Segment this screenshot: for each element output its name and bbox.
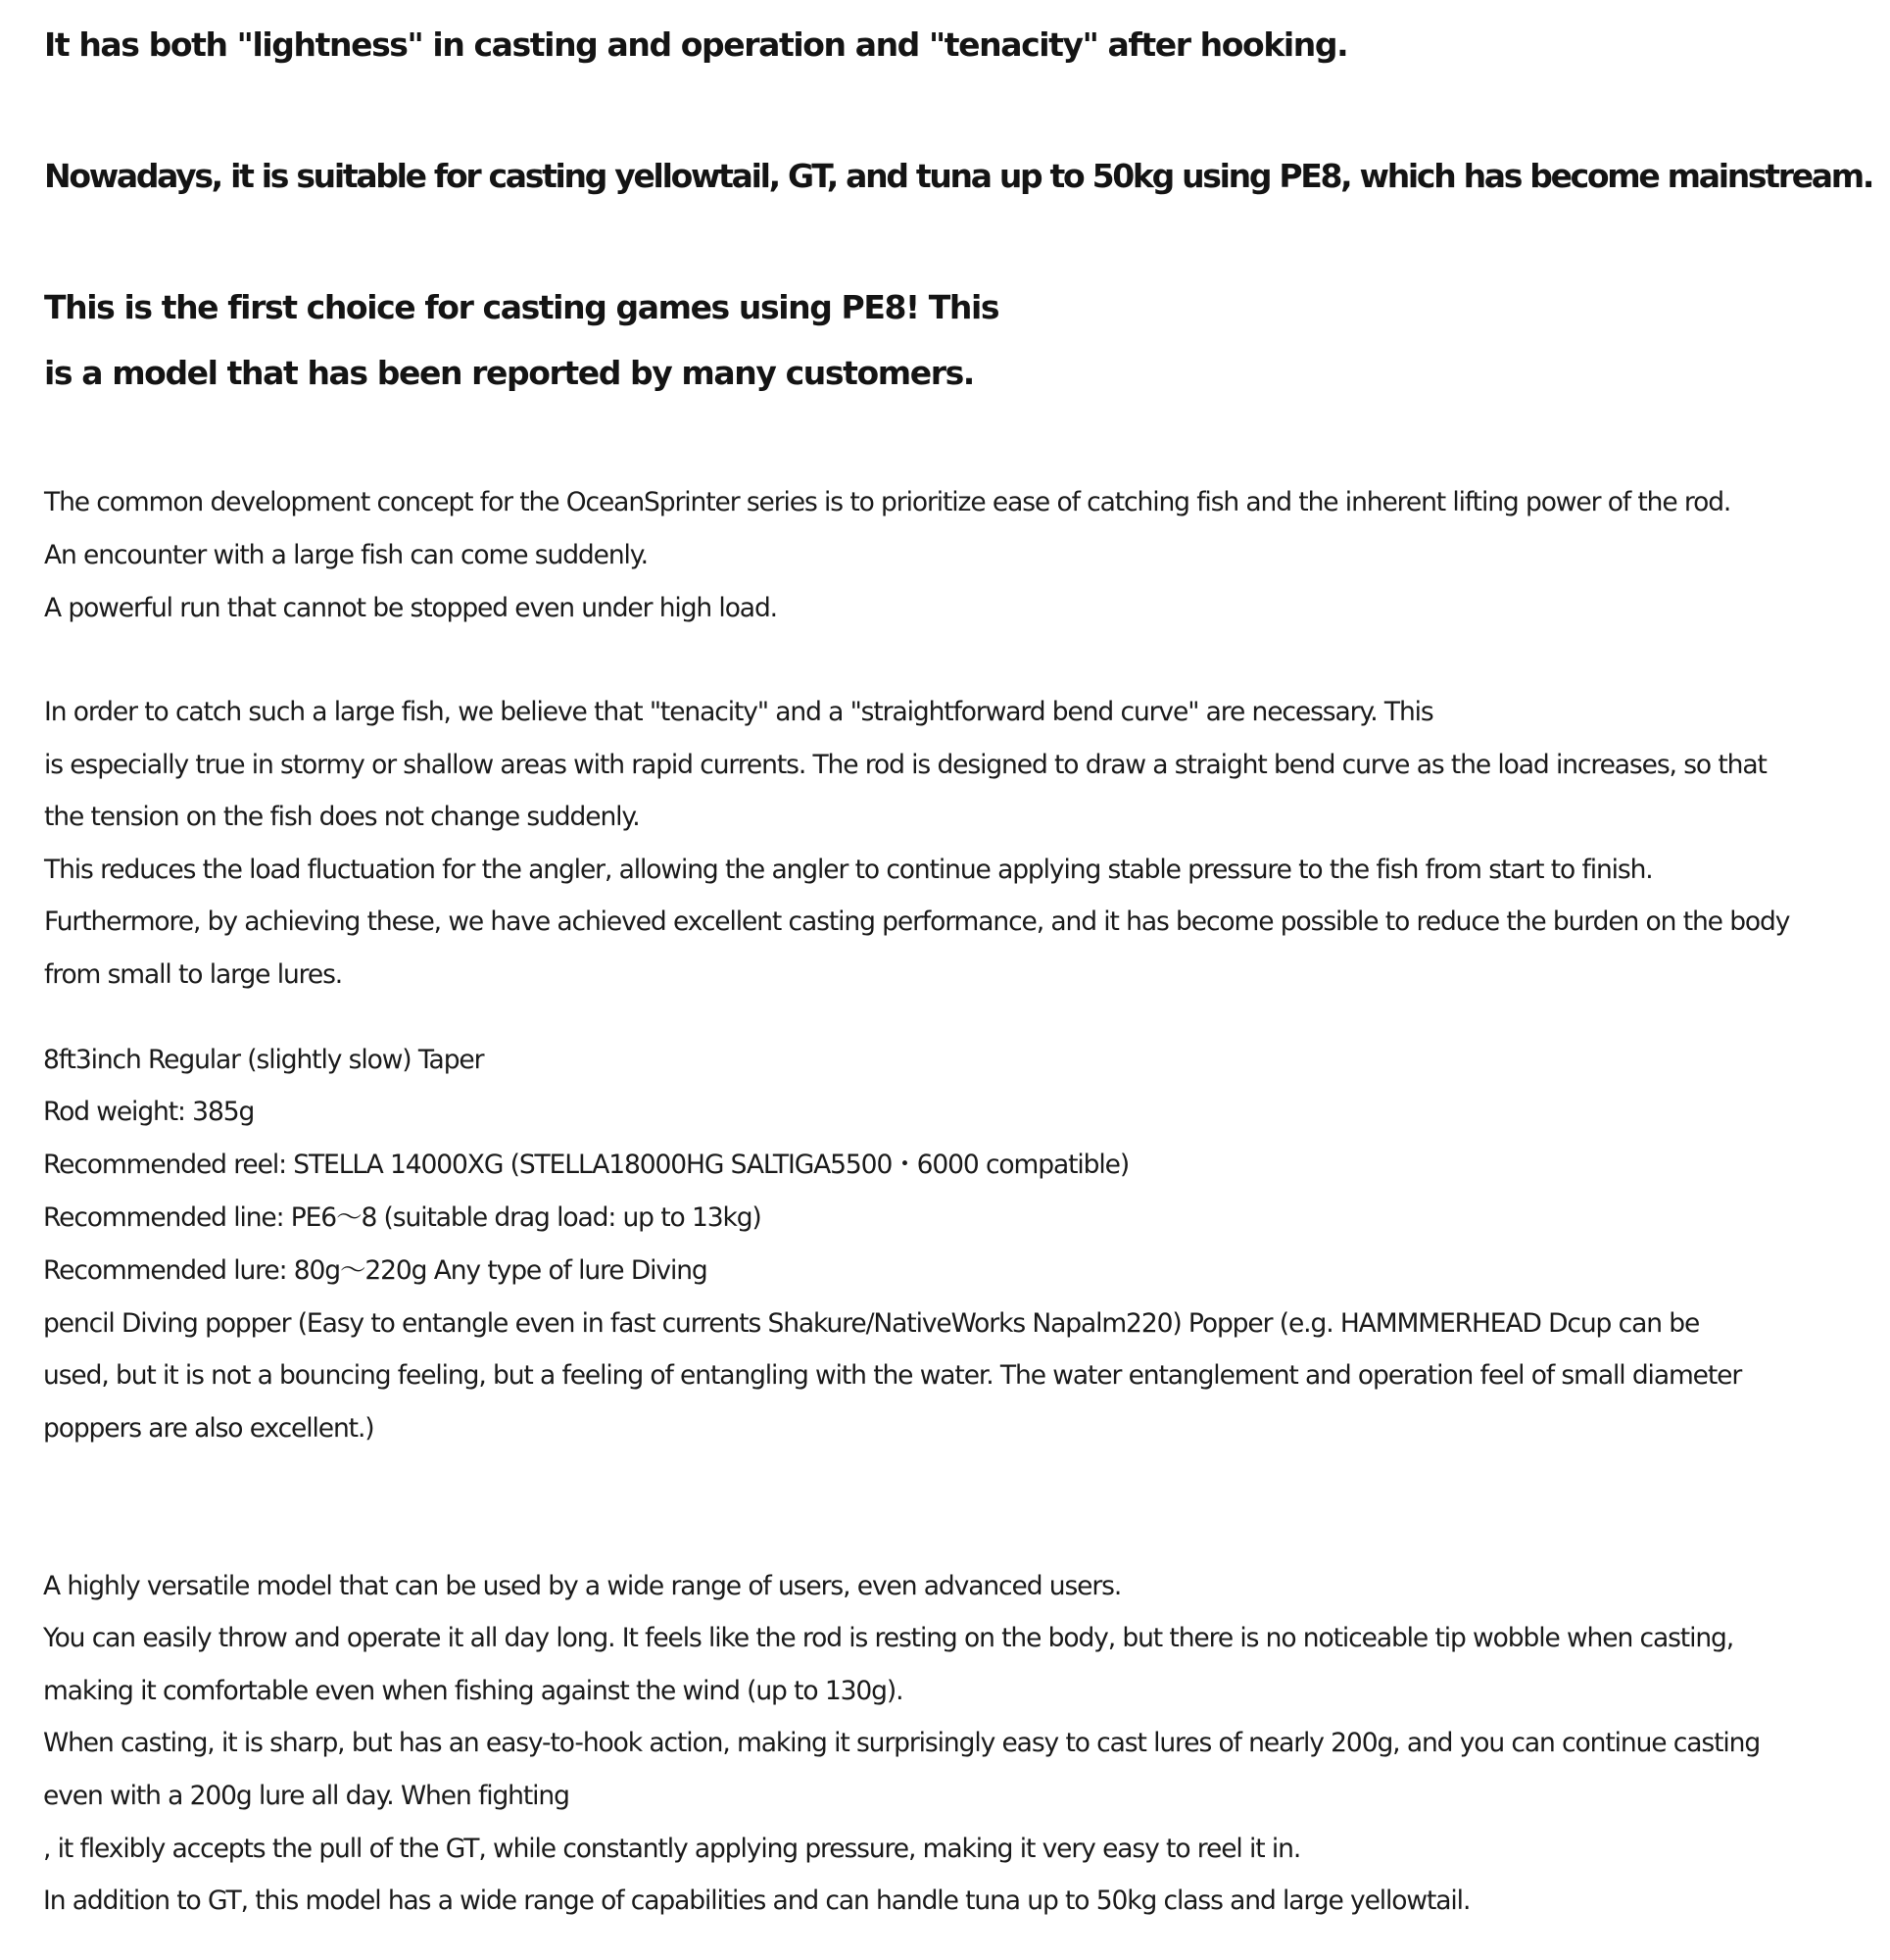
spec-recommended-reel: Recommended reel: STELLA 14000XG (STELLA18000HG SALTIGA5500・6000 compatible)	[43, 1150, 1130, 1180]
concept-line: An encounter with a large fish can come suddenly.	[44, 540, 648, 570]
design-line: This reduces the load fluctuation for the angler, allowing the angler to continue applying stable pressure to the fish from start to finish.	[44, 855, 1653, 885]
design-line: is especially true in stormy or shallow areas with rapid currents. The rod is designed to draw a straight bend curve as the load increases, so that	[44, 750, 1767, 780]
review-line: You can easily throw and operate it all day long. It feels like the rod is resting on the body, but there is no noticeable tip wobble when casting,	[43, 1623, 1734, 1653]
review-line: making it comfortable even when fishing against the wind (up to 130g).	[43, 1676, 903, 1706]
design-line: In order to catch such a large fish, we believe that "tenacity" and a "straightforward bend curve" are necessary. This	[44, 697, 1433, 727]
spec-rod-weight: Rod weight: 385g	[43, 1097, 255, 1127]
spec-recommended-lure: Recommended lure: 80g〜220g Any type of lure Diving	[43, 1255, 707, 1286]
review-line: In addition to GT, this model has a wide range of capabilities and can handle tuna up to 50kg class and large yellowtail.	[43, 1886, 1471, 1916]
spec-taper: 8ft3inch Regular (slightly slow) Taper	[43, 1045, 484, 1075]
heading-first-choice: This is the first choice for casting games using PE8! This	[44, 288, 999, 326]
concept-line: The common development concept for the OceanSprinter series is to prioritize ease of catching fish and the inherent lifting power of the rod.	[44, 487, 1731, 517]
review-line: , it flexibly accepts the pull of the GT, while constantly applying pressure, making it very easy to reel it in.	[43, 1834, 1301, 1864]
spec-lure-detail: pencil Diving popper (Easy to entangle even in fast currents Shakure/NativeWorks Napalm220) Popper (e.g. HAMMMERHEAD Dcup can be	[43, 1308, 1700, 1339]
spec-lure-detail: used, but it is not a bouncing feeling, but a feeling of entangling with the water. The water entanglement and operation feel of small diameter	[43, 1360, 1742, 1391]
concept-line: A powerful run that cannot be stopped even under high load.	[44, 593, 777, 623]
design-line: the tension on the fish does not change suddenly.	[44, 802, 640, 832]
heading-reported-model: is a model that has been reported by many customers.	[44, 354, 974, 392]
spec-lure-detail: poppers are also excellent.)	[43, 1413, 374, 1444]
review-line: even with a 200g lure all day. When fighting	[43, 1781, 569, 1811]
design-line: from small to large lures.	[44, 959, 343, 990]
review-line: When casting, it is sharp, but has an easy-to-hook action, making it surprisingly easy to cast lures of nearly 200g, and you can continue casting	[43, 1728, 1761, 1758]
heading-suitable-targets: Nowadays, it is suitable for casting yellowtail, GT, and tuna up to 50kg using PE8, which has become mainstream.	[44, 157, 1873, 195]
design-line: Furthermore, by achieving these, we have achieved excellent casting performance, and it has become possible to reduce the burden on the body	[44, 906, 1790, 937]
review-line: A highly versatile model that can be used by a wide range of users, even advanced users.	[43, 1571, 1122, 1601]
spec-recommended-line: Recommended line: PE6〜8 (suitable drag load: up to 13kg)	[43, 1202, 761, 1233]
heading-lightness-tenacity: It has both "lightness" in casting and operation and "tenacity" after hooking.	[44, 25, 1348, 64]
